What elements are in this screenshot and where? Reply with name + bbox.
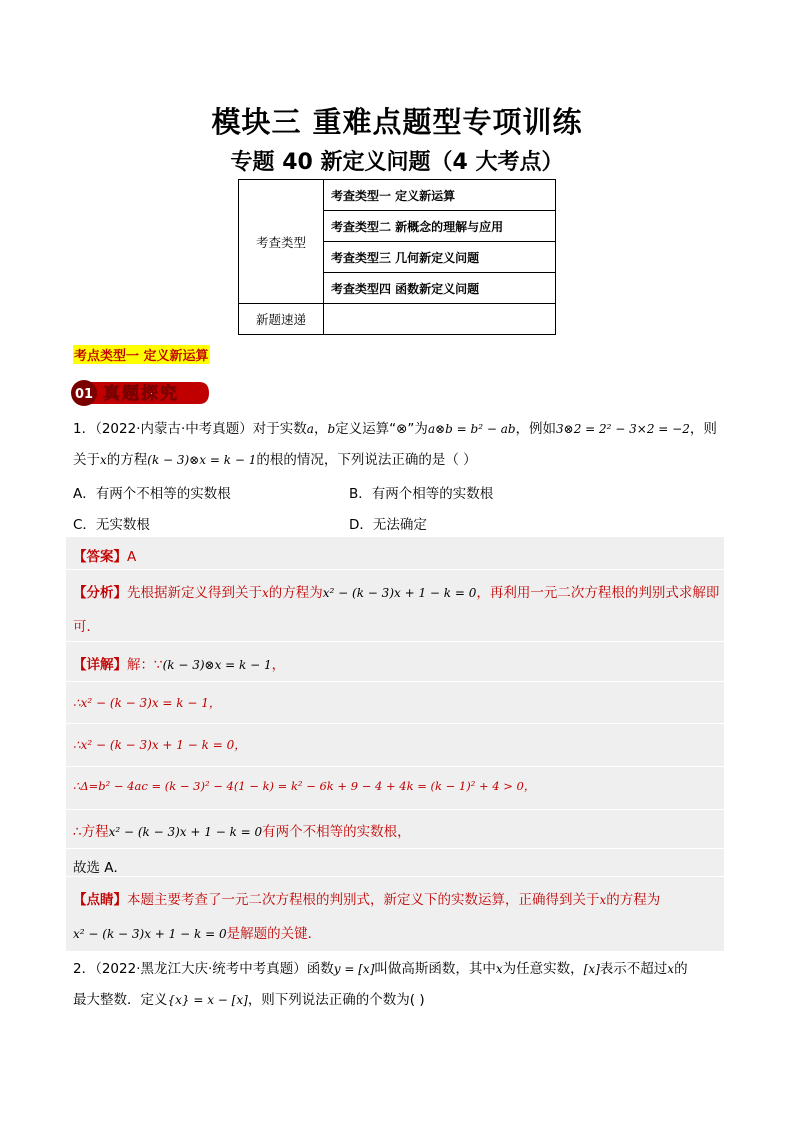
solution-step-2: ∴x² − (k − 3)x + 1 − k = 0， <box>73 738 247 752</box>
analysis-line-1: 【分析】先根据新定义得到关于x的方程为x² − (k − 3)x + 1 − k = 0，再利用一元二次方程根的判别式求解即 <box>73 585 720 601</box>
module-title: 模块三 重难点题型专项训练 <box>211 105 583 139</box>
q1-option-b[interactable]: B．有两个相等的实数根 <box>349 486 494 502</box>
q1-option-c[interactable]: C．无实数根 <box>73 517 150 533</box>
badge-label: 真题探究 <box>103 384 179 404</box>
comment-line-2: x² − (k − 3)x + 1 − k = 0是解题的关键． <box>73 926 322 942</box>
answer-tag: 【答案】 <box>73 549 127 565</box>
divider <box>66 876 724 877</box>
solution-step-1: ∴x² − (k − 3)x = k − 1， <box>73 696 221 710</box>
topic-title: 专题 40 新定义问题（4 大考点） <box>230 150 564 175</box>
answer-value: A <box>127 549 137 565</box>
solution-step-4: ∴方程x² − (k − 3)x + 1 − k = 0有两个不相等的实数根， <box>73 824 411 840</box>
toc-item-3[interactable]: 考查类型三 几何新定义问题 <box>324 242 556 273</box>
q1-option-d[interactable]: D．无法确定 <box>349 517 427 533</box>
section-tag: 考点类型一 定义新运算 <box>73 345 210 364</box>
toc-item-1[interactable]: 考查类型一 定义新运算 <box>324 180 556 211</box>
divider <box>66 569 724 570</box>
solution-step-3: ∴Δ=b² − 4ac = (k − 3)² − 4(1 − k) = k² − 6k + 9 − 4 + 4k = (k − 1)² + 4 > 0， <box>73 779 536 793</box>
comment-line-1: 【点睛】本题主要考查了一元二次方程根的判别式，新定义下的实数运算，正确得到关于x的方程为 <box>73 892 661 908</box>
divider <box>66 681 724 682</box>
toc-bottom-label: 新题速递 <box>239 304 324 335</box>
badge-number: 01 <box>74 387 94 402</box>
toc-bottom-value <box>324 304 556 335</box>
q2-line-2: 最大整数．定义{x} = x − [x]，则下列说法正确的个数为( ) <box>73 992 425 1008</box>
q1-option-a[interactable]: A．有两个不相等的实数根 <box>73 486 231 502</box>
q1-line-2: 关于x的方程(k − 3)⊗x = k − 1的根的情况，下列说法正确的是（ ） <box>73 452 477 468</box>
divider <box>66 641 724 642</box>
divider <box>66 723 724 724</box>
toc-table <box>238 179 556 335</box>
q1-line-1: 1．（2022·内蒙古·中考真题）对于实数a，b定义运算“⊗”为a⊗b = b² − ab，例如3⊗2 = 2² − 3×2 = −2，则 <box>73 421 717 437</box>
toc-left-label: 考查类型 <box>239 180 324 304</box>
divider <box>66 809 724 810</box>
section-badge <box>71 379 211 407</box>
divider <box>66 848 724 849</box>
q2-line-1: 2．（2022·黑龙江大庆·统考中考真题）函数y = [x]叫做高斯函数，其中x为任意实数，[x]表示不超过x的 <box>73 961 688 977</box>
detail-line: 【详解】解：∵(k − 3)⊗x = k − 1， <box>73 657 286 673</box>
choice-line: 故选 A． <box>73 860 128 876</box>
answer-line <box>73 545 136 565</box>
analysis-line-2: 可． <box>73 619 100 635</box>
divider <box>66 766 724 767</box>
toc-item-2[interactable]: 考查类型二 新概念的理解与应用 <box>324 211 556 242</box>
toc-item-4[interactable]: 考查类型四 函数新定义问题 <box>324 273 556 304</box>
